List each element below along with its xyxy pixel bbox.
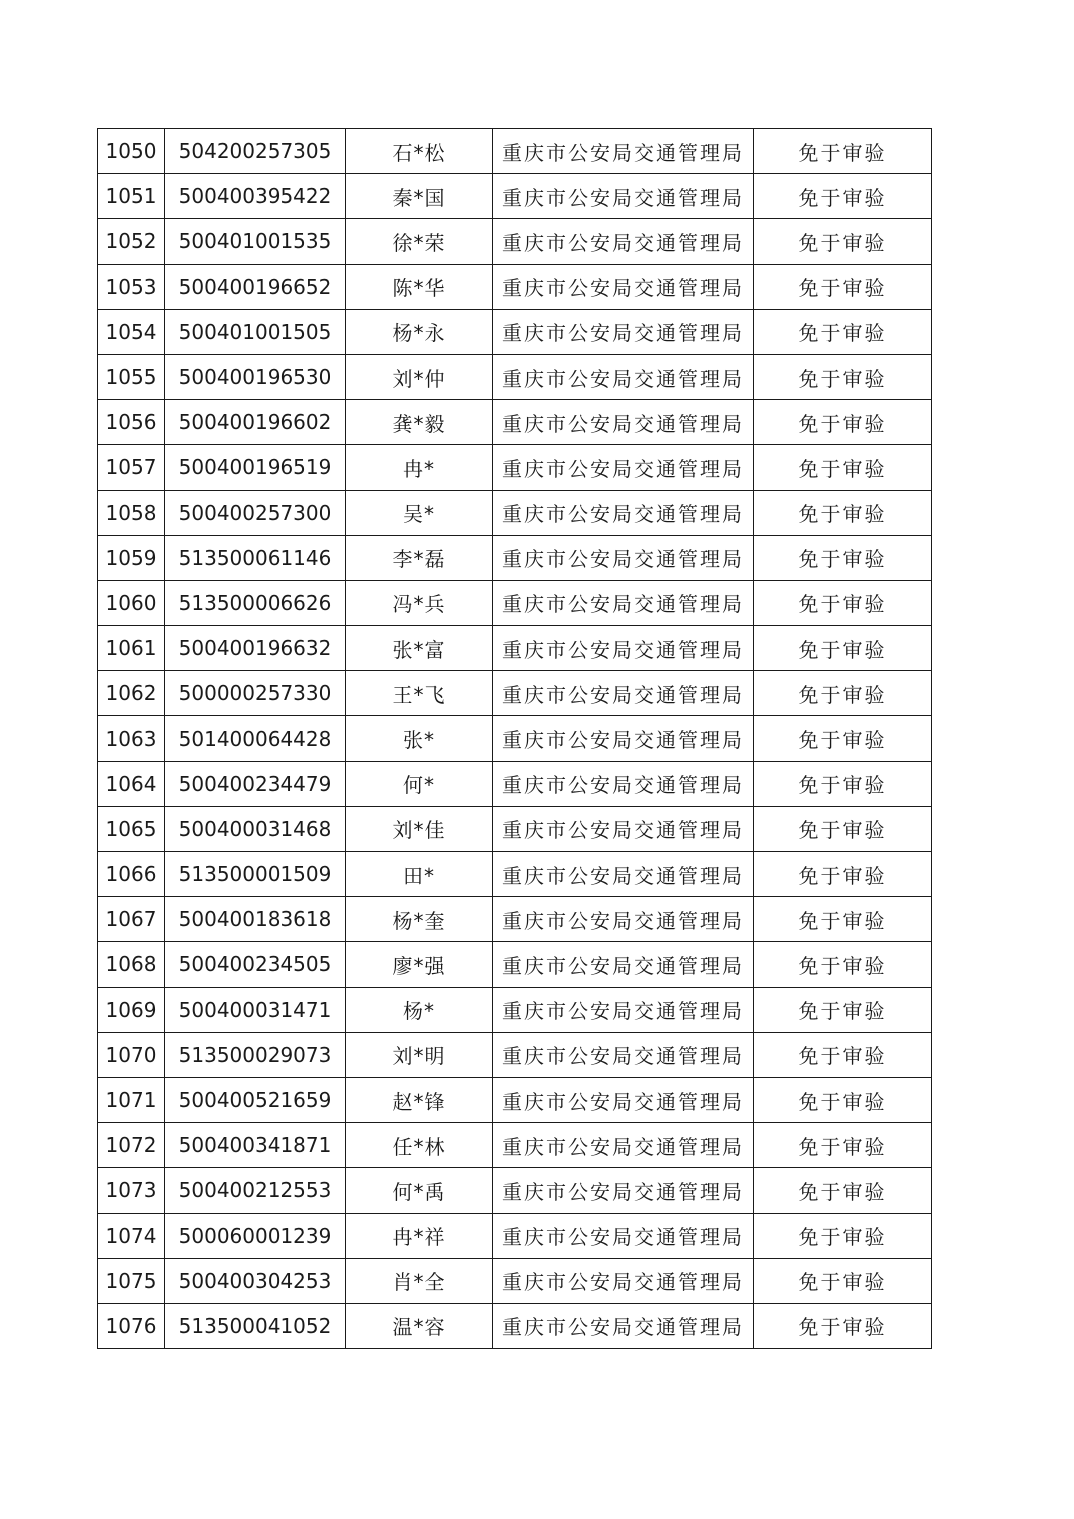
cell-organization: 重庆市公安局交通管理局 — [493, 942, 754, 987]
cell-status: 免于审验 — [754, 1168, 932, 1213]
cell-license-id: 500400183618 — [165, 897, 346, 942]
cell-name: 任*林 — [346, 1123, 493, 1168]
cell-license-id: 504200257305 — [165, 129, 346, 174]
cell-seq: 1062 — [98, 671, 165, 716]
cell-seq: 1061 — [98, 626, 165, 671]
cell-license-id: 500400257300 — [165, 490, 346, 535]
cell-license-id: 500400196632 — [165, 626, 346, 671]
cell-organization: 重庆市公安局交通管理局 — [493, 129, 754, 174]
cell-name: 冉*祥 — [346, 1213, 493, 1258]
cell-status: 免于审验 — [754, 535, 932, 580]
cell-name: 温*容 — [346, 1303, 493, 1348]
cell-organization: 重庆市公安局交通管理局 — [493, 806, 754, 851]
cell-license-id: 500400304253 — [165, 1258, 346, 1303]
cell-seq: 1060 — [98, 580, 165, 625]
cell-status: 免于审验 — [754, 671, 932, 716]
cell-seq: 1072 — [98, 1123, 165, 1168]
cell-seq: 1054 — [98, 309, 165, 354]
cell-seq: 1064 — [98, 761, 165, 806]
cell-organization: 重庆市公安局交通管理局 — [493, 1123, 754, 1168]
cell-organization: 重庆市公安局交通管理局 — [493, 309, 754, 354]
cell-name: 吴* — [346, 490, 493, 535]
cell-seq: 1076 — [98, 1303, 165, 1348]
cell-name: 田* — [346, 852, 493, 897]
cell-seq: 1068 — [98, 942, 165, 987]
cell-status: 免于审验 — [754, 219, 932, 264]
cell-status: 免于审验 — [754, 1077, 932, 1122]
cell-license-id: 513500041052 — [165, 1303, 346, 1348]
cell-organization: 重庆市公安局交通管理局 — [493, 535, 754, 580]
cell-status: 免于审验 — [754, 309, 932, 354]
table-row — [98, 445, 932, 490]
cell-license-id: 500400234505 — [165, 942, 346, 987]
table-row — [98, 1077, 932, 1122]
cell-license-id: 500400196602 — [165, 400, 346, 445]
cell-status: 免于审验 — [754, 716, 932, 761]
table-row — [98, 354, 932, 399]
cell-name: 杨* — [346, 987, 493, 1032]
cell-status: 免于审验 — [754, 129, 932, 174]
cell-organization: 重庆市公安局交通管理局 — [493, 1168, 754, 1213]
cell-seq: 1057 — [98, 445, 165, 490]
cell-organization: 重庆市公安局交通管理局 — [493, 445, 754, 490]
cell-organization: 重庆市公安局交通管理局 — [493, 852, 754, 897]
cell-status: 免于审验 — [754, 1303, 932, 1348]
table-row — [98, 174, 932, 219]
cell-status: 免于审验 — [754, 445, 932, 490]
table-row — [98, 580, 932, 625]
cell-seq: 1059 — [98, 535, 165, 580]
cell-license-id: 500400212553 — [165, 1168, 346, 1213]
cell-seq: 1053 — [98, 264, 165, 309]
cell-license-id: 500400341871 — [165, 1123, 346, 1168]
cell-organization: 重庆市公安局交通管理局 — [493, 580, 754, 625]
cell-name: 廖*强 — [346, 942, 493, 987]
table-row — [98, 987, 932, 1032]
cell-status: 免于审验 — [754, 897, 932, 942]
cell-license-id: 513500001509 — [165, 852, 346, 897]
table-row — [98, 852, 932, 897]
cell-license-id: 500401001535 — [165, 219, 346, 264]
cell-organization: 重庆市公安局交通管理局 — [493, 264, 754, 309]
cell-status: 免于审验 — [754, 852, 932, 897]
cell-status: 免于审验 — [754, 761, 932, 806]
cell-name: 刘*佳 — [346, 806, 493, 851]
cell-status: 免于审验 — [754, 400, 932, 445]
cell-seq: 1071 — [98, 1077, 165, 1122]
cell-license-id: 500400395422 — [165, 174, 346, 219]
cell-name: 徐*荣 — [346, 219, 493, 264]
cell-seq: 1075 — [98, 1258, 165, 1303]
cell-organization: 重庆市公安局交通管理局 — [493, 1032, 754, 1077]
cell-seq: 1069 — [98, 987, 165, 1032]
cell-seq: 1066 — [98, 852, 165, 897]
cell-name: 王*飞 — [346, 671, 493, 716]
table-row — [98, 129, 932, 174]
cell-status: 免于审验 — [754, 1032, 932, 1077]
cell-organization: 重庆市公安局交通管理局 — [493, 1258, 754, 1303]
cell-status: 免于审验 — [754, 264, 932, 309]
cell-status: 免于审验 — [754, 987, 932, 1032]
cell-name: 龚*毅 — [346, 400, 493, 445]
cell-organization: 重庆市公安局交通管理局 — [493, 400, 754, 445]
cell-license-id: 513500006626 — [165, 580, 346, 625]
exemption-table — [97, 128, 932, 1349]
table-row — [98, 806, 932, 851]
table-body — [98, 129, 932, 1349]
cell-organization: 重庆市公安局交通管理局 — [493, 1213, 754, 1258]
table-row — [98, 1213, 932, 1258]
cell-license-id: 500400196652 — [165, 264, 346, 309]
cell-name: 肖*全 — [346, 1258, 493, 1303]
cell-seq: 1074 — [98, 1213, 165, 1258]
cell-license-id: 500000257330 — [165, 671, 346, 716]
cell-license-id: 500400031471 — [165, 987, 346, 1032]
cell-name: 张*富 — [346, 626, 493, 671]
cell-name: 何* — [346, 761, 493, 806]
cell-status: 免于审验 — [754, 942, 932, 987]
cell-name: 秦*国 — [346, 174, 493, 219]
table-row — [98, 1032, 932, 1077]
cell-organization: 重庆市公安局交通管理局 — [493, 761, 754, 806]
cell-seq: 1051 — [98, 174, 165, 219]
table-row — [98, 897, 932, 942]
cell-seq: 1055 — [98, 354, 165, 399]
cell-status: 免于审验 — [754, 1213, 932, 1258]
table-row — [98, 490, 932, 535]
cell-status: 免于审验 — [754, 1258, 932, 1303]
table-row — [98, 1303, 932, 1348]
table-row — [98, 309, 932, 354]
table-row — [98, 400, 932, 445]
table-row — [98, 626, 932, 671]
cell-status: 免于审验 — [754, 490, 932, 535]
table-row — [98, 1123, 932, 1168]
cell-license-id: 513500061146 — [165, 535, 346, 580]
cell-status: 免于审验 — [754, 580, 932, 625]
cell-organization: 重庆市公安局交通管理局 — [493, 1303, 754, 1348]
cell-seq: 1070 — [98, 1032, 165, 1077]
cell-seq: 1073 — [98, 1168, 165, 1213]
cell-name: 杨*永 — [346, 309, 493, 354]
cell-seq: 1056 — [98, 400, 165, 445]
cell-organization: 重庆市公安局交通管理局 — [493, 897, 754, 942]
table-row — [98, 535, 932, 580]
table-row — [98, 1258, 932, 1303]
cell-name: 冯*兵 — [346, 580, 493, 625]
cell-organization: 重庆市公安局交通管理局 — [493, 174, 754, 219]
cell-status: 免于审验 — [754, 806, 932, 851]
cell-name: 李*磊 — [346, 535, 493, 580]
cell-seq: 1052 — [98, 219, 165, 264]
cell-name: 刘*明 — [346, 1032, 493, 1077]
cell-organization: 重庆市公安局交通管理局 — [493, 219, 754, 264]
cell-organization: 重庆市公安局交通管理局 — [493, 716, 754, 761]
cell-seq: 1065 — [98, 806, 165, 851]
cell-seq: 1050 — [98, 129, 165, 174]
cell-name: 何*禹 — [346, 1168, 493, 1213]
cell-seq: 1063 — [98, 716, 165, 761]
cell-name: 杨*奎 — [346, 897, 493, 942]
cell-organization: 重庆市公安局交通管理局 — [493, 490, 754, 535]
cell-license-id: 500401001505 — [165, 309, 346, 354]
cell-license-id: 501400064428 — [165, 716, 346, 761]
cell-license-id: 500060001239 — [165, 1213, 346, 1258]
cell-organization: 重庆市公安局交通管理局 — [493, 671, 754, 716]
cell-status: 免于审验 — [754, 626, 932, 671]
cell-seq: 1067 — [98, 897, 165, 942]
cell-license-id: 500400031468 — [165, 806, 346, 851]
cell-status: 免于审验 — [754, 354, 932, 399]
cell-organization: 重庆市公安局交通管理局 — [493, 987, 754, 1032]
cell-name: 陈*华 — [346, 264, 493, 309]
cell-name: 刘*仲 — [346, 354, 493, 399]
cell-status: 免于审验 — [754, 1123, 932, 1168]
cell-license-id: 500400521659 — [165, 1077, 346, 1122]
cell-license-id: 500400234479 — [165, 761, 346, 806]
cell-seq: 1058 — [98, 490, 165, 535]
cell-organization: 重庆市公安局交通管理局 — [493, 626, 754, 671]
cell-license-id: 513500029073 — [165, 1032, 346, 1077]
cell-organization: 重庆市公安局交通管理局 — [493, 354, 754, 399]
table-row — [98, 671, 932, 716]
table-row — [98, 761, 932, 806]
cell-name: 石*松 — [346, 129, 493, 174]
table-row — [98, 264, 932, 309]
cell-license-id: 500400196519 — [165, 445, 346, 490]
cell-organization: 重庆市公安局交通管理局 — [493, 1077, 754, 1122]
cell-license-id: 500400196530 — [165, 354, 346, 399]
cell-name: 冉* — [346, 445, 493, 490]
cell-name: 赵*锋 — [346, 1077, 493, 1122]
table-row — [98, 1168, 932, 1213]
cell-name: 张* — [346, 716, 493, 761]
table-row — [98, 219, 932, 264]
table-row — [98, 716, 932, 761]
cell-status: 免于审验 — [754, 174, 932, 219]
table-row — [98, 942, 932, 987]
